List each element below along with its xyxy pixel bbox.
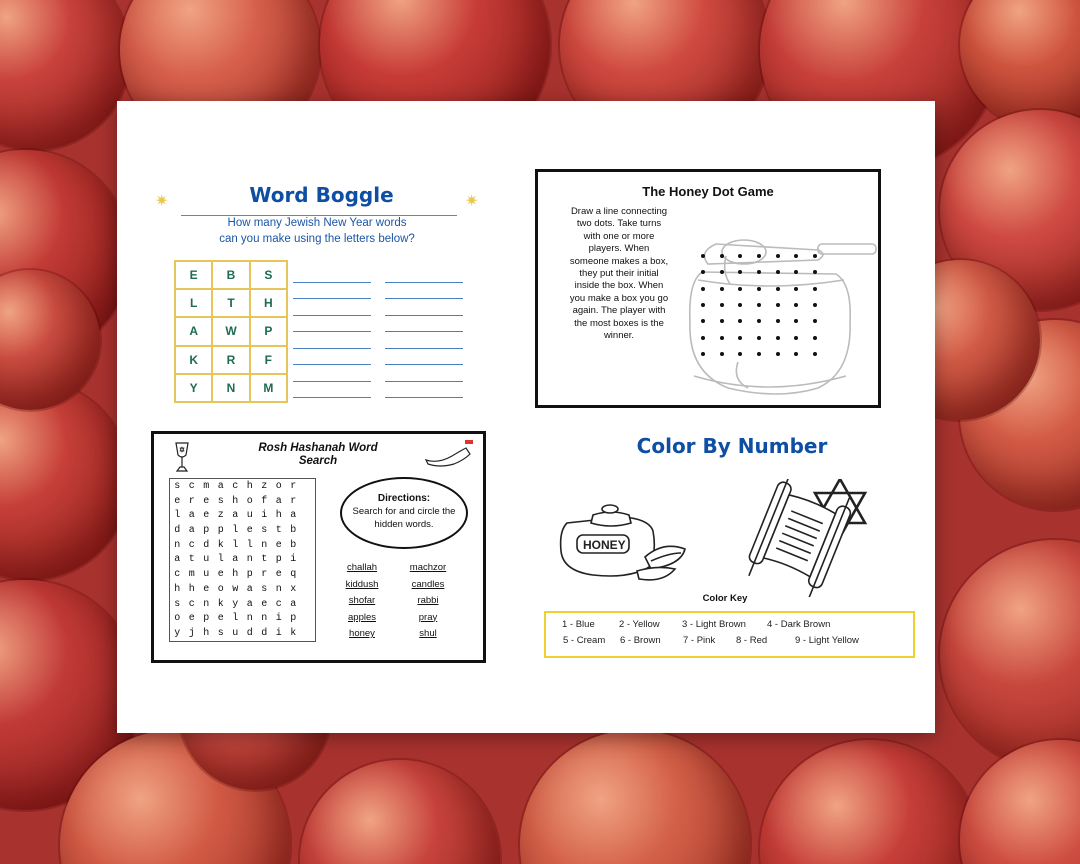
game-dot[interactable] <box>794 319 798 323</box>
answer-line[interactable] <box>385 365 463 382</box>
word-search-letter[interactable]: o <box>174 613 181 625</box>
word-search-letter[interactable]: o <box>275 480 282 492</box>
word-search-letter[interactable]: j <box>188 628 195 640</box>
game-dot[interactable] <box>813 287 817 291</box>
hidden-word: candles <box>411 578 445 590</box>
game-dot[interactable] <box>757 352 761 356</box>
word-search-letter[interactable]: p <box>203 613 210 625</box>
game-dot[interactable] <box>794 303 798 307</box>
word-search-letter[interactable]: e <box>203 510 210 522</box>
game-dot[interactable] <box>813 319 817 323</box>
game-dot[interactable] <box>720 352 724 356</box>
boggle-letter-cell: N <box>212 374 249 402</box>
word-search-letter[interactable]: p <box>290 613 297 625</box>
answer-line[interactable] <box>293 382 371 399</box>
boggle-letter-cell: P <box>250 317 287 345</box>
honey-dot-game-instructions: Draw a line connecting two dots. Take turns with one or more players. When someone makes a box, they put their initial inside the box. When you make a box you go again. The player with the most boxes is the winner. <box>569 206 669 342</box>
word-search-letter[interactable]: a <box>174 554 181 566</box>
word-search-letter[interactable] <box>301 479 316 494</box>
apple <box>960 740 1080 864</box>
word-search-letter[interactable]: r <box>261 569 268 581</box>
word-search-letter[interactable]: u <box>232 628 239 640</box>
word-search-letter[interactable]: x <box>290 583 297 595</box>
honey-dot-game-panel <box>535 169 881 408</box>
color-by-number-title: Color By Number <box>636 434 828 458</box>
boggle-letter-cell: H <box>250 289 287 317</box>
word-search-letter[interactable]: l <box>232 613 239 625</box>
game-dot[interactable] <box>701 352 705 356</box>
word-search-letter[interactable]: a <box>232 510 239 522</box>
game-dot[interactable] <box>701 287 705 291</box>
answer-line[interactable] <box>385 349 463 366</box>
game-dot[interactable] <box>738 352 742 356</box>
word-search-letter[interactable]: e <box>188 613 195 625</box>
color-key-item: 2 - Yellow <box>619 619 660 630</box>
word-search-letter[interactable]: c <box>275 598 282 610</box>
word-search-letter[interactable]: o <box>217 583 224 595</box>
word-search-letter[interactable]: c <box>188 539 195 551</box>
word-search-letter[interactable] <box>301 494 316 509</box>
game-dot[interactable] <box>776 287 780 291</box>
word-search-letter[interactable]: c <box>232 480 239 492</box>
word-search-letter[interactable]: e <box>203 583 210 595</box>
honey-dot-game-title: The Honey Dot Game <box>642 184 774 199</box>
word-search-letter[interactable]: u <box>203 554 210 566</box>
boggle-letter-cell: F <box>250 346 287 374</box>
game-dot[interactable] <box>720 336 724 340</box>
word-search-letter[interactable]: h <box>174 583 181 595</box>
activity-sheet <box>117 101 935 733</box>
word-search-letter[interactable]: h <box>246 480 253 492</box>
word-search-letter[interactable]: a <box>290 598 297 610</box>
game-dot[interactable] <box>757 303 761 307</box>
game-dot[interactable] <box>813 352 817 356</box>
word-search-letter[interactable]: r <box>188 495 195 507</box>
answer-line[interactable] <box>385 299 463 316</box>
color-key-box <box>544 611 915 658</box>
boggle-letter-cell: T <box>212 289 249 317</box>
hidden-word: pray <box>418 611 438 623</box>
game-dot[interactable] <box>813 336 817 340</box>
game-dot[interactable] <box>738 303 742 307</box>
word-search-letter[interactable]: d <box>203 539 210 551</box>
game-dot[interactable] <box>757 270 761 274</box>
answer-lines-left <box>293 266 371 398</box>
word-search-letter[interactable]: u <box>203 569 210 581</box>
answer-line[interactable] <box>385 283 463 300</box>
kiddush-cup-icon <box>174 441 190 473</box>
word-search-letter[interactable]: l <box>232 539 239 551</box>
word-search-letter[interactable]: n <box>275 583 282 595</box>
word-search-letter[interactable]: i <box>290 554 297 566</box>
game-dot[interactable] <box>794 336 798 340</box>
word-search-letter[interactable]: l <box>232 525 239 537</box>
color-key-item: 6 - Brown <box>620 635 661 646</box>
word-search-letter[interactable]: l <box>246 539 253 551</box>
answer-line[interactable] <box>293 266 371 283</box>
word-search-letter[interactable]: c <box>188 480 195 492</box>
word-search-letter[interactable] <box>301 538 316 553</box>
game-dot[interactable] <box>738 287 742 291</box>
game-dot[interactable] <box>720 319 724 323</box>
answer-line[interactable] <box>293 365 371 382</box>
word-search-letter[interactable] <box>301 553 316 568</box>
game-dot[interactable] <box>720 303 724 307</box>
word-search-letter[interactable]: y <box>232 598 239 610</box>
boggle-letter-cell: L <box>175 289 212 317</box>
directions-text: Search for and circle the hidden words. <box>352 506 456 530</box>
word-search-letter[interactable]: n <box>246 554 253 566</box>
word-search-letter[interactable]: p <box>217 525 224 537</box>
word-search-letter[interactable]: l <box>217 554 224 566</box>
word-boggle-title: Word Boggle <box>249 183 394 207</box>
word-search-letter[interactable]: c <box>188 598 195 610</box>
color-key-item: 7 - Pink <box>683 635 716 646</box>
word-search-letter[interactable]: e <box>217 613 224 625</box>
word-search-letter[interactable]: n <box>246 613 253 625</box>
word-boggle-prompt: How many Jewish New Year words can you make using the letters below? <box>219 217 415 245</box>
color-key-item: 1 - Blue <box>562 619 595 630</box>
word-search-letter[interactable]: a <box>232 554 239 566</box>
word-search-letter[interactable] <box>301 582 316 597</box>
word-search-letter[interactable]: s <box>217 628 224 640</box>
word-search-letter[interactable] <box>301 567 316 582</box>
word-search-letter[interactable]: u <box>246 510 253 522</box>
answer-line[interactable] <box>293 299 371 316</box>
hidden-word: shul <box>419 628 437 639</box>
word-search-letter[interactable]: a <box>188 525 195 537</box>
game-dot[interactable] <box>738 254 742 258</box>
game-dot[interactable] <box>701 270 705 274</box>
word-search-letter[interactable]: r <box>290 480 297 492</box>
word-search-letter[interactable]: t <box>275 525 282 537</box>
word-search-letter[interactable]: i <box>261 510 268 522</box>
game-dot[interactable] <box>701 303 705 307</box>
word-search-letter[interactable]: p <box>203 525 210 537</box>
color-key-item: 9 - Light Yellow <box>795 635 859 646</box>
word-search-letter[interactable]: d <box>261 628 268 640</box>
word-search-letter[interactable]: e <box>217 569 224 581</box>
word-search-letter[interactable] <box>301 523 316 538</box>
boggle-letter-grid <box>174 260 288 403</box>
word-search-title: Rosh Hashanah Word Search <box>258 442 378 467</box>
game-dot[interactable] <box>794 270 798 274</box>
answer-line[interactable] <box>385 316 463 333</box>
word-search-letter[interactable]: s <box>174 598 181 610</box>
dot-grid <box>694 248 824 362</box>
game-dot[interactable] <box>720 254 724 258</box>
word-search-letter[interactable]: i <box>275 628 282 640</box>
hidden-word: shofar <box>348 595 376 606</box>
word-search-letter[interactable]: y <box>174 628 181 640</box>
word-search-letter[interactable]: z <box>217 510 224 522</box>
game-dot[interactable] <box>757 254 761 258</box>
game-dot[interactable] <box>794 287 798 291</box>
color-key-item: 3 - Light Brown <box>682 619 746 630</box>
word-search-letter[interactable]: a <box>246 583 253 595</box>
word-search-letter[interactable]: n <box>203 598 210 610</box>
game-dot[interactable] <box>776 270 780 274</box>
word-search-letter[interactable]: o <box>246 495 253 507</box>
word-search-letter[interactable]: p <box>275 554 282 566</box>
word-search-panel <box>151 431 486 663</box>
game-dot[interactable] <box>738 319 742 323</box>
word-search-letter[interactable]: e <box>261 598 268 610</box>
sparkle-icon: ✷ <box>465 193 479 210</box>
hidden-word: kiddush <box>345 578 379 590</box>
word-search-letter[interactable]: k <box>217 539 224 551</box>
word-search-letter[interactable]: h <box>232 495 239 507</box>
word-list-left <box>332 562 392 645</box>
game-dot[interactable] <box>776 319 780 323</box>
apple <box>520 730 750 864</box>
word-search-letter[interactable]: q <box>290 569 297 581</box>
word-search-letter[interactable]: e <box>246 525 253 537</box>
word-search-letter[interactable]: d <box>246 628 253 640</box>
logo-badge <box>465 440 473 444</box>
game-dot[interactable] <box>813 303 817 307</box>
answer-line[interactable] <box>385 332 463 349</box>
word-search-letter[interactable] <box>301 626 316 641</box>
game-dot[interactable] <box>701 336 705 340</box>
answer-line[interactable] <box>385 266 463 283</box>
word-search-letter[interactable]: t <box>261 554 268 566</box>
word-search-grid <box>169 478 316 642</box>
word-search-letter[interactable]: k <box>217 598 224 610</box>
game-dot[interactable] <box>776 303 780 307</box>
word-search-letter[interactable]: k <box>290 628 297 640</box>
apple <box>0 380 130 580</box>
answer-line[interactable] <box>293 283 371 300</box>
game-dot[interactable] <box>794 254 798 258</box>
color-key-item: 8 - Red <box>736 635 768 646</box>
boggle-letter-cell: E <box>175 261 212 289</box>
word-search-letter[interactable]: n <box>174 539 181 551</box>
answer-line[interactable] <box>293 349 371 366</box>
apple <box>940 540 1080 770</box>
word-search-letter[interactable]: s <box>261 583 268 595</box>
boggle-letter-cell: A <box>175 317 212 345</box>
game-dot[interactable] <box>776 352 780 356</box>
word-search-letter[interactable]: a <box>246 598 253 610</box>
word-search-letter[interactable]: c <box>174 569 181 581</box>
word-search-letter[interactable]: s <box>217 495 224 507</box>
word-search-letter[interactable]: h <box>275 510 282 522</box>
word-search-letter[interactable]: b <box>290 539 297 551</box>
word-search-letter[interactable]: e <box>174 495 181 507</box>
word-search-letter[interactable]: i <box>275 613 282 625</box>
boggle-letter-cell: S <box>250 261 287 289</box>
word-search-letter[interactable]: m <box>188 569 195 581</box>
word-search-letter[interactable]: r <box>290 495 297 507</box>
word-search-letter[interactable] <box>301 612 316 627</box>
game-dot[interactable] <box>757 336 761 340</box>
word-list-right <box>398 562 458 645</box>
hidden-word: rabbi <box>417 595 439 606</box>
hidden-word: apples <box>348 611 376 623</box>
boggle-letter-cell: Y <box>175 374 212 402</box>
boggle-letter-cell: M <box>250 374 287 402</box>
color-key-item: 4 - Dark Brown <box>767 619 831 630</box>
game-dot[interactable] <box>701 254 705 258</box>
word-search-letter[interactable]: a <box>217 480 224 492</box>
word-search-letter[interactable]: z <box>261 480 268 492</box>
word-search-letter[interactable]: h <box>232 569 239 581</box>
game-dot[interactable] <box>813 270 817 274</box>
word-search-letter[interactable]: h <box>188 583 195 595</box>
answer-line[interactable] <box>385 382 463 399</box>
answer-line[interactable] <box>293 316 371 333</box>
hidden-word: challah <box>346 562 378 573</box>
word-search-letter[interactable]: t <box>188 554 195 566</box>
boggle-letter-cell: B <box>212 261 249 289</box>
game-dot[interactable] <box>701 319 705 323</box>
hidden-word: machzor <box>409 562 447 573</box>
word-search-letter[interactable]: e <box>275 539 282 551</box>
apple <box>760 740 980 864</box>
directions-title: Directions: <box>377 493 431 504</box>
word-search-letter[interactable]: a <box>290 510 297 522</box>
answer-lines-right <box>385 266 463 398</box>
word-search-letter[interactable]: w <box>232 583 239 595</box>
honey-jar-label: HONEY <box>583 538 626 552</box>
sparkle-icon: ✷ <box>155 193 169 210</box>
color-key-label: Color Key <box>702 593 748 604</box>
game-dot[interactable] <box>776 336 780 340</box>
game-dot[interactable] <box>757 287 761 291</box>
word-search-letter[interactable]: s <box>174 480 181 492</box>
word-search-letter[interactable]: s <box>261 525 268 537</box>
boggle-letter-cell: K <box>175 346 212 374</box>
game-dot[interactable] <box>720 287 724 291</box>
word-search-letter[interactable]: e <box>203 495 210 507</box>
game-dot[interactable] <box>738 336 742 340</box>
word-search-letter[interactable]: a <box>275 495 282 507</box>
word-search-letter[interactable]: n <box>261 539 268 551</box>
boggle-letter-cell: W <box>212 317 249 345</box>
word-search-letter[interactable]: e <box>275 569 282 581</box>
game-dot[interactable] <box>813 254 817 258</box>
boggle-letter-cell: R <box>212 346 249 374</box>
game-dot[interactable] <box>720 270 724 274</box>
word-search-letter[interactable] <box>301 508 316 523</box>
game-dot[interactable] <box>794 352 798 356</box>
word-search-letter[interactable]: l <box>174 510 181 522</box>
apple <box>0 0 130 150</box>
word-search-letter[interactable]: b <box>290 525 297 537</box>
game-dot[interactable] <box>757 319 761 323</box>
word-search-letter[interactable]: a <box>188 510 195 522</box>
shofar-icon <box>424 446 472 468</box>
word-search-letter[interactable]: n <box>261 613 268 625</box>
word-search-letter[interactable] <box>301 597 316 612</box>
color-key-item: 5 - Cream <box>563 635 606 646</box>
apple <box>300 760 500 864</box>
game-dot[interactable] <box>776 254 780 258</box>
game-dot[interactable] <box>738 270 742 274</box>
color-by-number-illustrations <box>553 479 913 597</box>
word-search-letter[interactable]: p <box>246 569 253 581</box>
word-search-letter[interactable]: m <box>203 480 210 492</box>
answer-line[interactable] <box>293 332 371 349</box>
hidden-word: honey <box>349 628 375 639</box>
word-search-letter[interactable]: f <box>261 495 268 507</box>
word-search-letter[interactable]: h <box>203 628 210 640</box>
directions-bubble <box>340 477 468 549</box>
word-search-letter[interactable]: d <box>174 525 181 537</box>
